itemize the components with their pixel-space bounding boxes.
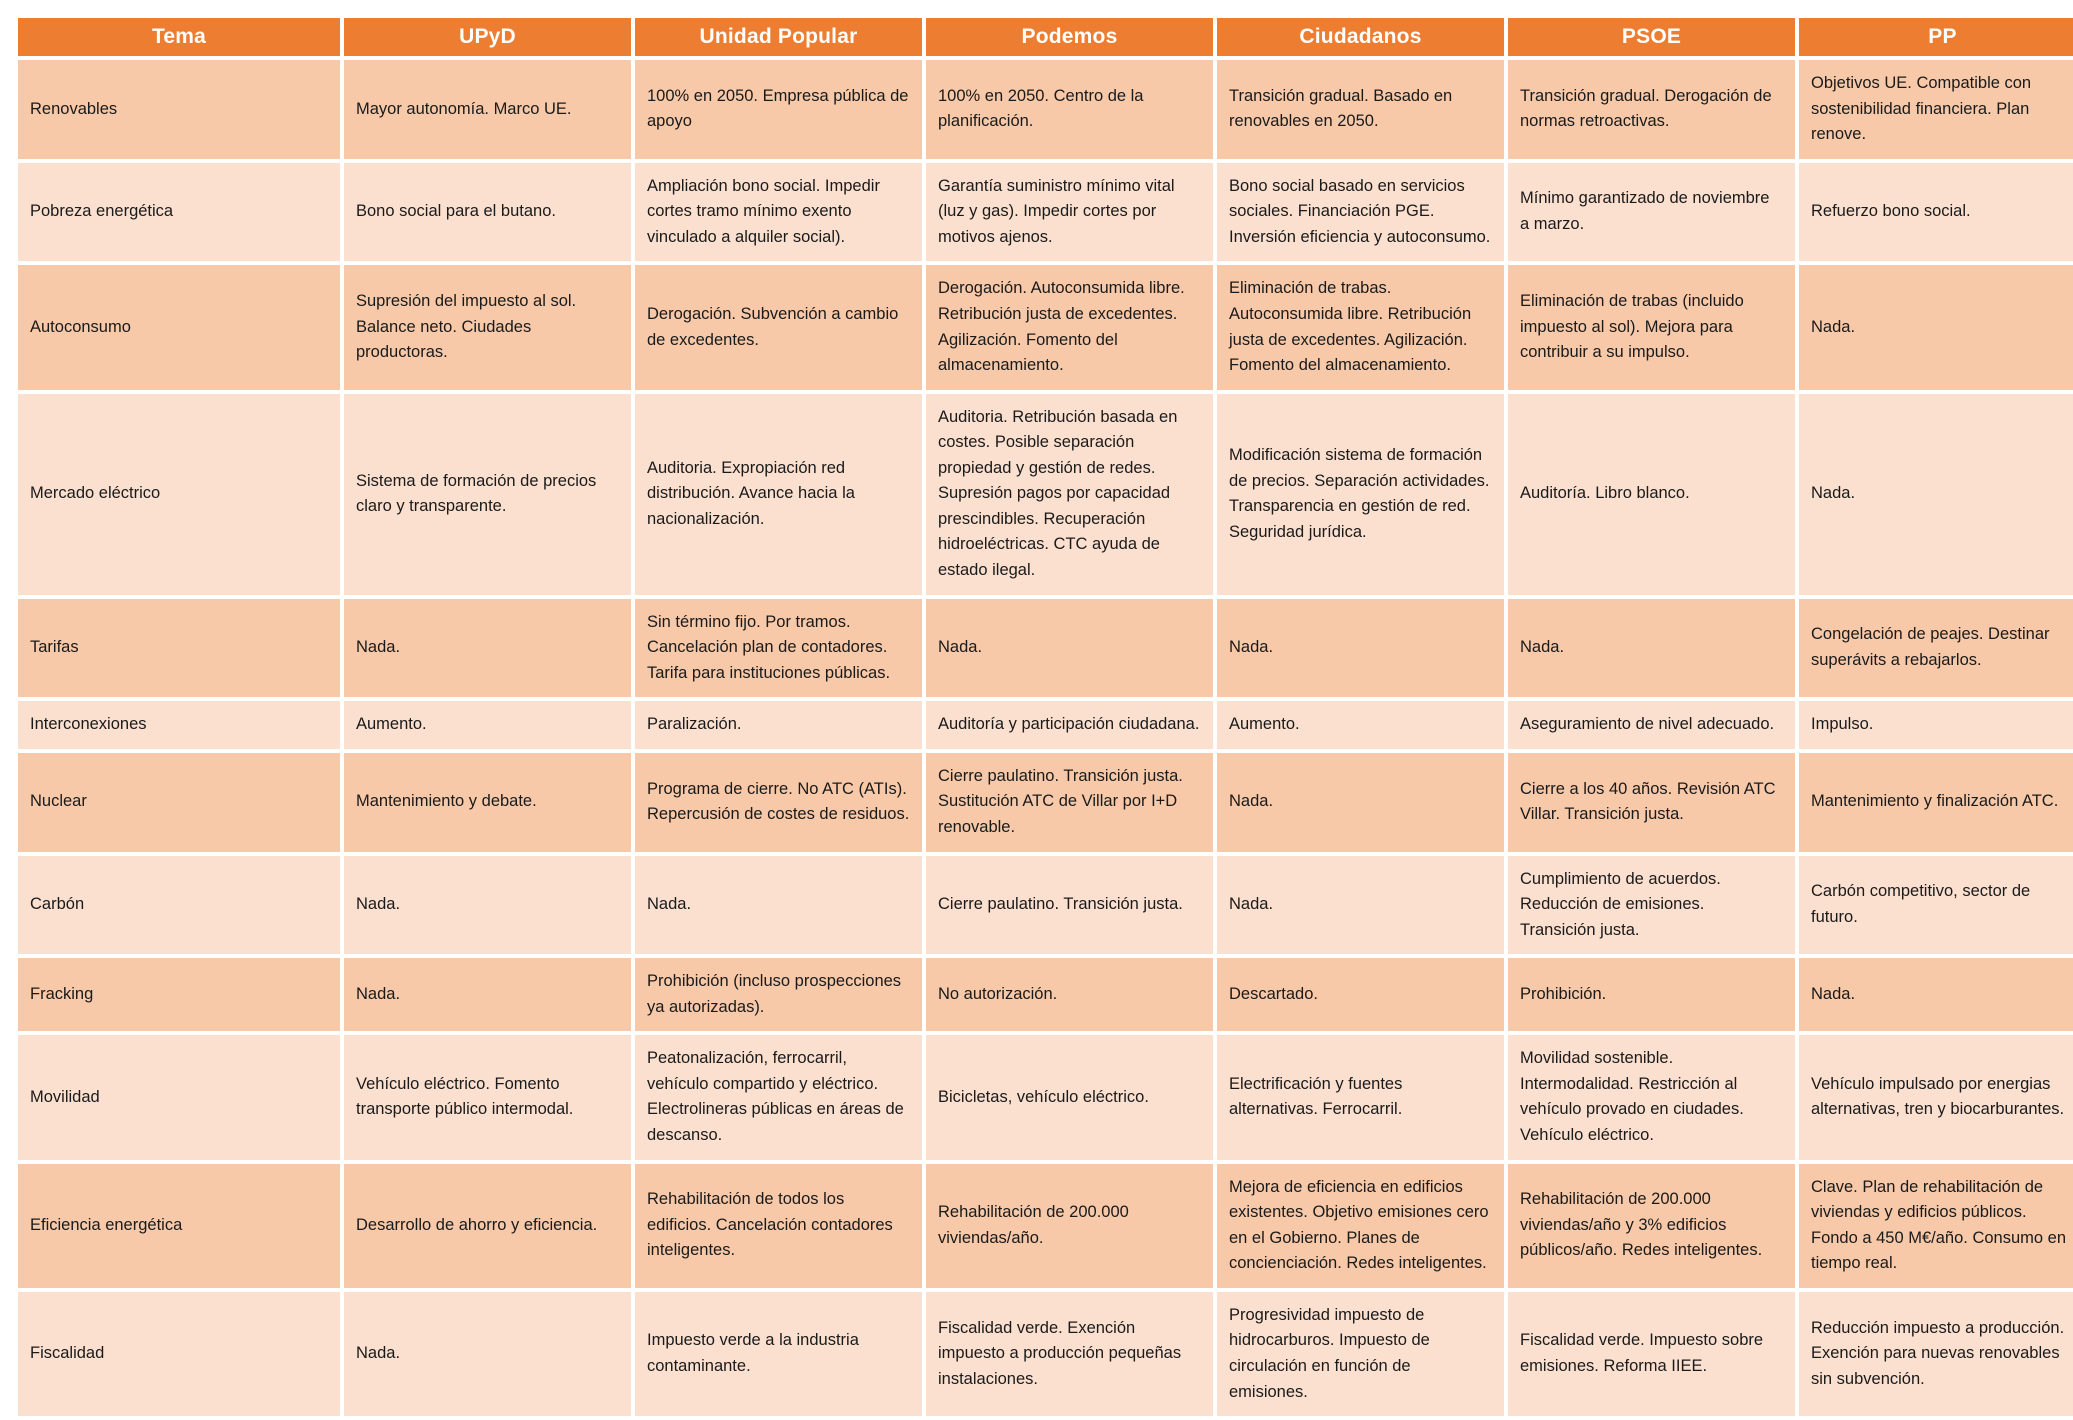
table-header xyxy=(18,18,2073,56)
cell-pp: Refuerzo bono social. xyxy=(1799,163,2073,262)
row-topic-label: Carbón xyxy=(18,856,340,955)
cell-psoe: Aseguramiento de nivel adecuado. xyxy=(1508,701,1795,749)
cell-psoe: Cierre a los 40 años. Revisión ATC Villar. Transición justa. xyxy=(1508,753,1795,852)
cell-psoe: Auditoría. Libro blanco. xyxy=(1508,394,1795,595)
cell-ciudadanos: Modificación sistema de formación de precios. Separación actividades. Transparencia en gestión de red. Seguridad jurídica. xyxy=(1217,394,1504,595)
row-topic-label: Renovables xyxy=(18,60,340,159)
cell-upyd: Mayor autonomía. Marco UE. xyxy=(344,60,631,159)
column-header-psoe: PSOE xyxy=(1508,18,1795,56)
cell-upyd: Bono social para el butano. xyxy=(344,163,631,262)
cell-podemos: No autorización. xyxy=(926,958,1213,1031)
row-topic-label: Autoconsumo xyxy=(18,265,340,389)
column-header-tema: Tema xyxy=(18,18,340,56)
cell-ciudadanos: Aumento. xyxy=(1217,701,1504,749)
cell-pp: Mantenimiento y finalización ATC. xyxy=(1799,753,2073,852)
cell-psoe: Transición gradual. Derogación de normas retroactivas. xyxy=(1508,60,1795,159)
cell-unidad-popular: 100% en 2050. Empresa pública de apoyo xyxy=(635,60,922,159)
cell-ciudadanos: Nada. xyxy=(1217,856,1504,955)
cell-psoe: Fiscalidad verde. Impuesto sobre emisiones. Reforma IIEE. xyxy=(1508,1292,1795,1416)
cell-psoe: Movilidad sostenible. Intermodalidad. Restricción al vehículo provado en ciudades. Vehículo eléctrico. xyxy=(1508,1035,1795,1159)
cell-unidad-popular: Programa de cierre. No ATC (ATIs). Repercusión de costes de residuos. xyxy=(635,753,922,852)
cell-psoe: Rehabilitación de 200.000 viviendas/año y 3% edificios públicos/año. Redes inteligentes. xyxy=(1508,1164,1795,1288)
cell-unidad-popular: Paralización. xyxy=(635,701,922,749)
cell-pp: Nada. xyxy=(1799,394,2073,595)
table-row xyxy=(18,856,2073,955)
column-header-pp: PP xyxy=(1799,18,2073,56)
cell-pp: Reducción impuesto a producción. Exención para nuevas renovables sin subvención. xyxy=(1799,1292,2073,1416)
cell-upyd: Aumento. xyxy=(344,701,631,749)
cell-podemos: Cierre paulatino. Transición justa. Sustitución ATC de Villar por I+D renovable. xyxy=(926,753,1213,852)
cell-upyd: Vehículo eléctrico. Fomento transporte público intermodal. xyxy=(344,1035,631,1159)
cell-ciudadanos: Descartado. xyxy=(1217,958,1504,1031)
cell-pp: Clave. Plan de rehabilitación de viviendas y edificios públicos. Fondo a 450 M€/año. Consumo en tiempo real. xyxy=(1799,1164,2073,1288)
cell-unidad-popular: Sin término fijo. Por tramos. Cancelación plan de contadores. Tarifa para instituciones públicas. xyxy=(635,599,922,698)
column-header-podemos: Podemos xyxy=(926,18,1213,56)
cell-ciudadanos: Nada. xyxy=(1217,599,1504,698)
cell-podemos: Auditoría y participación ciudadana. xyxy=(926,701,1213,749)
cell-pp: Nada. xyxy=(1799,958,2073,1031)
cell-psoe: Prohibición. xyxy=(1508,958,1795,1031)
cell-ciudadanos: Nada. xyxy=(1217,753,1504,852)
cell-pp: Objetivos UE. Compatible con sostenibilidad financiera. Plan renove. xyxy=(1799,60,2073,159)
cell-pp: Impulso. xyxy=(1799,701,2073,749)
cell-upyd: Nada. xyxy=(344,958,631,1031)
cell-pp: Nada. xyxy=(1799,265,2073,389)
cell-ciudadanos: Mejora de eficiencia en edificios existentes. Objetivo emisiones cero en el Gobierno. Planes de concienciación. Redes inteligentes. xyxy=(1217,1164,1504,1288)
cell-psoe: Cumplimiento de acuerdos. Reducción de emisiones. Transición justa. xyxy=(1508,856,1795,955)
cell-unidad-popular: Derogación. Subvención a cambio de excedentes. xyxy=(635,265,922,389)
table-row xyxy=(18,60,2073,159)
cell-upyd: Nada. xyxy=(344,599,631,698)
cell-psoe: Nada. xyxy=(1508,599,1795,698)
cell-unidad-popular: Rehabilitación de todos los edificios. Cancelación contadores inteligentes. xyxy=(635,1164,922,1288)
cell-psoe: Eliminación de trabas (incluido impuesto al sol). Mejora para contribuir a su impulso. xyxy=(1508,265,1795,389)
row-topic-label: Nuclear xyxy=(18,753,340,852)
cell-podemos: 100% en 2050. Centro de la planificación. xyxy=(926,60,1213,159)
cell-podemos: Bicicletas, vehículo eléctrico. xyxy=(926,1035,1213,1159)
column-header-ciudadanos: Ciudadanos xyxy=(1217,18,1504,56)
cell-unidad-popular: Ampliación bono social. Impedir cortes tramo mínimo exento vinculado a alquiler social). xyxy=(635,163,922,262)
cell-podemos: Derogación. Autoconsumida libre. Retribución justa de excedentes. Agilización. Fomento del almacenamiento. xyxy=(926,265,1213,389)
row-topic-label: Tarifas xyxy=(18,599,340,698)
cell-ciudadanos: Bono social basado en servicios sociales. Financiación PGE. Inversión eficiencia y autoconsumo. xyxy=(1217,163,1504,262)
table-row xyxy=(18,753,2073,852)
cell-upyd: Desarrollo de ahorro y eficiencia. xyxy=(344,1164,631,1288)
cell-podemos: Nada. xyxy=(926,599,1213,698)
cell-upyd: Mantenimiento y debate. xyxy=(344,753,631,852)
table-row xyxy=(18,1164,2073,1288)
party-energy-policy-comparison-table xyxy=(14,14,2073,1420)
cell-upyd: Nada. xyxy=(344,1292,631,1416)
cell-upyd: Supresión del impuesto al sol. Balance neto. Ciudades productoras. xyxy=(344,265,631,389)
column-header-unidad-popular: Unidad Popular xyxy=(635,18,922,56)
row-topic-label: Mercado eléctrico xyxy=(18,394,340,595)
cell-unidad-popular: Impuesto verde a la industria contaminante. xyxy=(635,1292,922,1416)
cell-unidad-popular: Prohibición (incluso prospecciones ya autorizadas). xyxy=(635,958,922,1031)
cell-unidad-popular: Nada. xyxy=(635,856,922,955)
cell-ciudadanos: Eliminación de trabas. Autoconsumida libre. Retribución justa de excedentes. Agilización. Fomento del almacenamiento. xyxy=(1217,265,1504,389)
cell-ciudadanos: Electrificación y fuentes alternativas. Ferrocarril. xyxy=(1217,1035,1504,1159)
row-topic-label: Pobreza energética xyxy=(18,163,340,262)
table-row xyxy=(18,163,2073,262)
cell-podemos: Auditoria. Retribución basada en costes. Posible separación propiedad y gestión de redes. Supresión pagos por capacidad prescindibles. Recuperación hidroeléctricas. CTC ayuda de estado ilegal. xyxy=(926,394,1213,595)
table-row xyxy=(18,1292,2073,1416)
cell-upyd: Sistema de formación de precios claro y transparente. xyxy=(344,394,631,595)
table-row xyxy=(18,394,2073,595)
row-topic-label: Fiscalidad xyxy=(18,1292,340,1416)
cell-ciudadanos: Transición gradual. Basado en renovables en 2050. xyxy=(1217,60,1504,159)
header-row xyxy=(18,18,2073,56)
table-row xyxy=(18,1035,2073,1159)
table-row xyxy=(18,958,2073,1031)
cell-podemos: Rehabilitación de 200.000 viviendas/año. xyxy=(926,1164,1213,1288)
table-row xyxy=(18,701,2073,749)
column-header-upyd: UPyD xyxy=(344,18,631,56)
row-topic-label: Interconexiones xyxy=(18,701,340,749)
cell-psoe: Mínimo garantizado de noviembre a marzo. xyxy=(1508,163,1795,262)
cell-upyd: Nada. xyxy=(344,856,631,955)
cell-ciudadanos: Progresividad impuesto de hidrocarburos. Impuesto de circulación en función de emisiones. xyxy=(1217,1292,1504,1416)
table-row xyxy=(18,265,2073,389)
cell-unidad-popular: Peatonalización, ferrocarril, vehículo compartido y eléctrico. Electrolineras públicas en áreas de descanso. xyxy=(635,1035,922,1159)
table-body xyxy=(18,60,2073,1416)
row-topic-label: Eficiencia energética xyxy=(18,1164,340,1288)
cell-podemos: Garantía suministro mínimo vital (luz y gas). Impedir cortes por motivos ajenos. xyxy=(926,163,1213,262)
cell-pp: Congelación de peajes. Destinar superávits a rebajarlos. xyxy=(1799,599,2073,698)
cell-unidad-popular: Auditoria. Expropiación red distribución. Avance hacia la nacionalización. xyxy=(635,394,922,595)
row-topic-label: Movilidad xyxy=(18,1035,340,1159)
cell-pp: Carbón competitivo, sector de futuro. xyxy=(1799,856,2073,955)
cell-podemos: Fiscalidad verde. Exención impuesto a producción pequeñas instalaciones. xyxy=(926,1292,1213,1416)
cell-podemos: Cierre paulatino. Transición justa. xyxy=(926,856,1213,955)
table-row xyxy=(18,599,2073,698)
cell-pp: Vehículo impulsado por energias alternativas, tren y biocarburantes. xyxy=(1799,1035,2073,1159)
row-topic-label: Fracking xyxy=(18,958,340,1031)
